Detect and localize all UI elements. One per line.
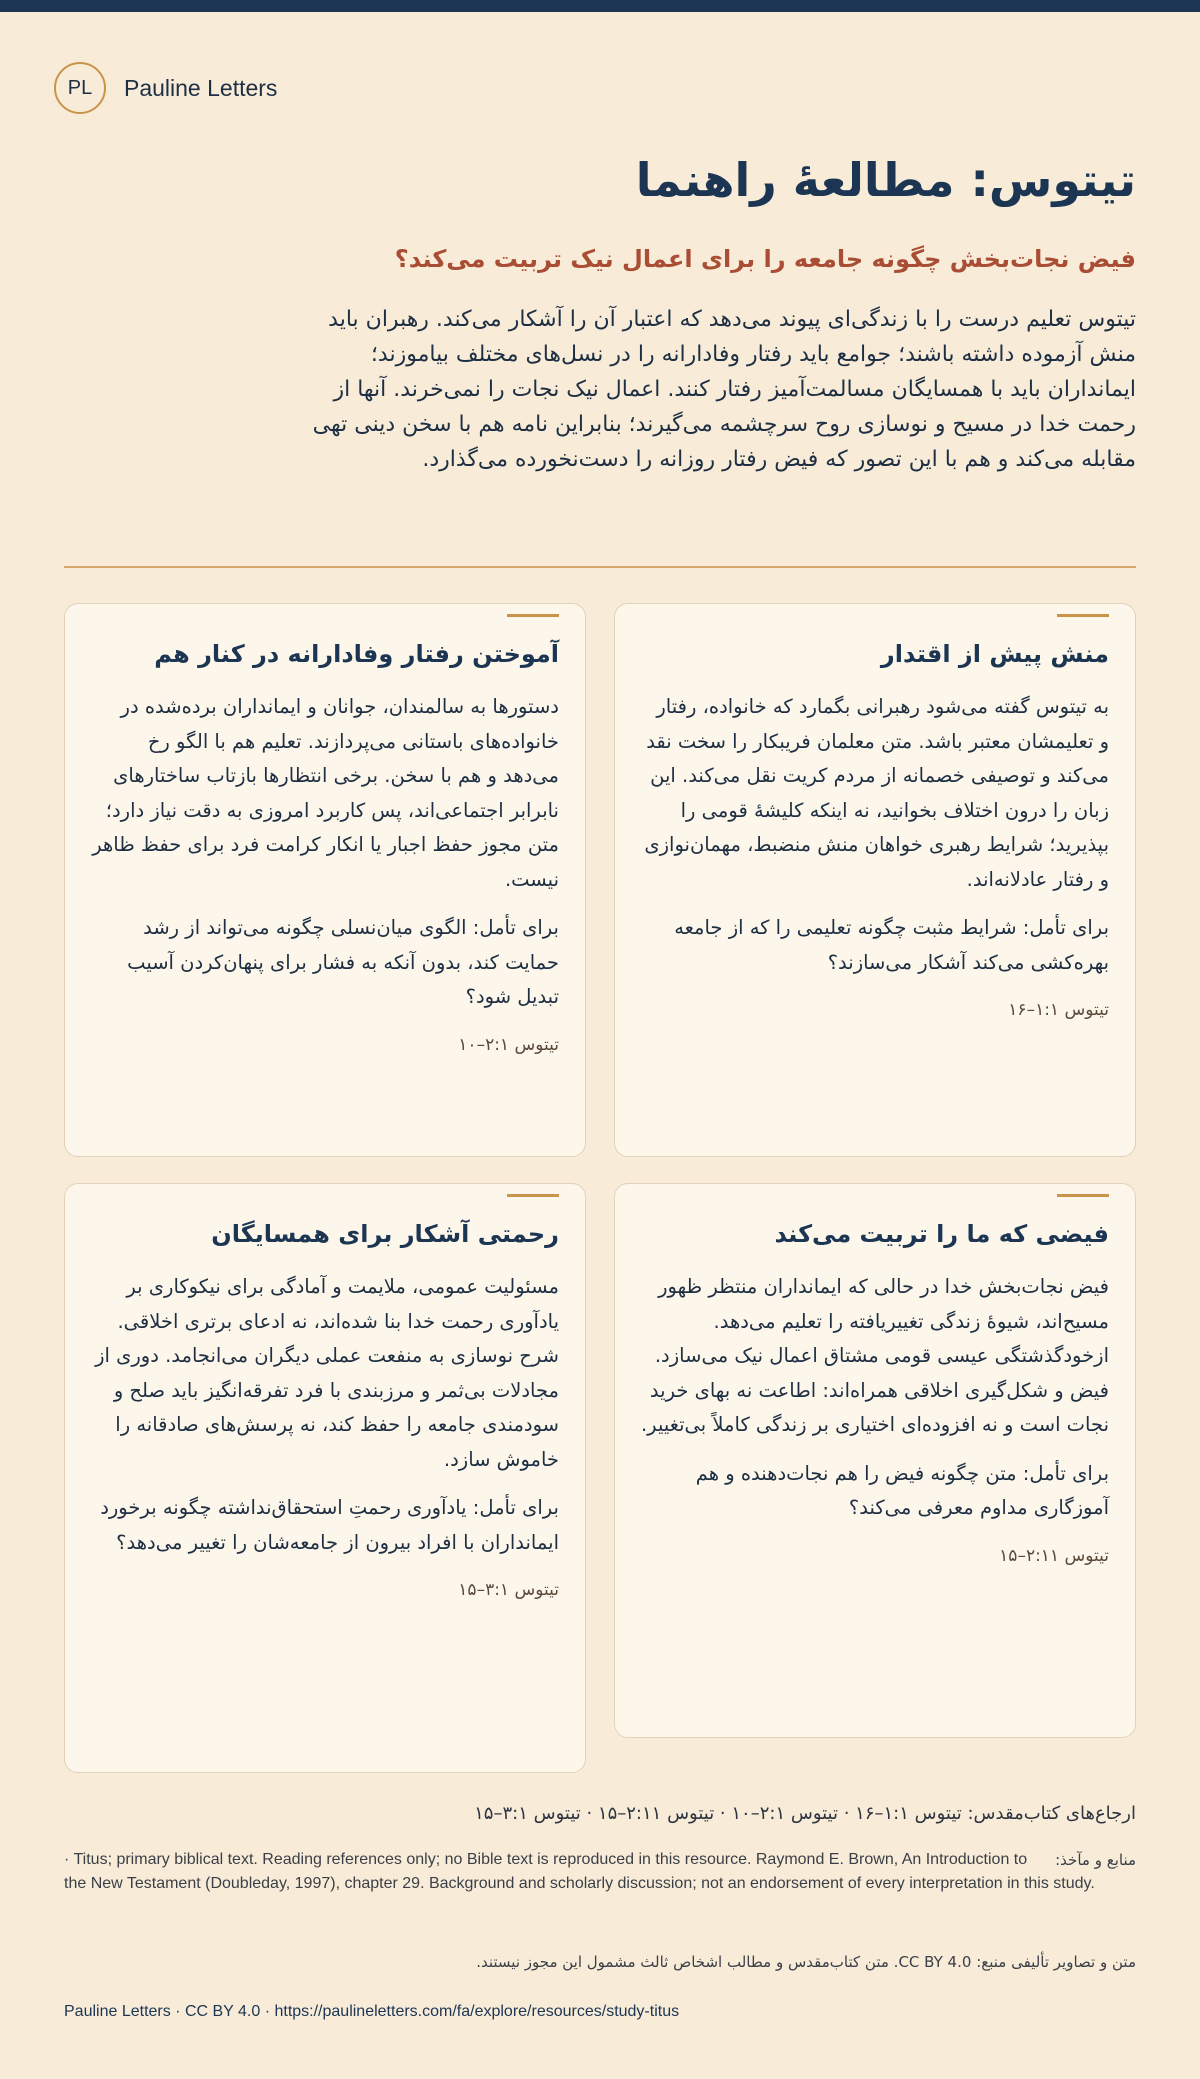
study-card-faithful-living — [64, 603, 586, 1157]
intro-paragraph: تیتوس تعلیم درست را با زندگی‌ای پیوند می‌دهد که اعتبار آن را آشکار می‌کند. رهبران باید منش آزموده داشته باشند؛ جوامع باید رفتار وفادارانه را در نسل‌های مختلف بیاموزند؛ ایمانداران باید با همسایگان مسالمت‌آمیز رفتار کنند. اعمال نیک نجات را نمی‌خرند. آنها از رحمت خدا در مسیح و نوسازی روح سرچشمه می‌گیرند؛ بنابراین نامه هم با سخن دینی تهی مقابله می‌کند و هم با این تصور که فیض رفتار روزانه را دست‌نخورده می‌گذارد. — [312, 307, 1136, 472]
card-title: منش پیش از اقتدار — [880, 640, 1109, 668]
scripture-references: ارجاع‌های کتاب‌مقدس: تیتوس ۱:۱–۱۶ · تیتوس ۲:۱–۱۰ · تیتوس ۲:۱۱–۱۵ · تیتوس ۳:۱–۱۵ — [474, 1803, 1136, 1824]
study-card-grace — [614, 1183, 1136, 1738]
card-title: آموختن رفتار وفادارانه در کنار هم — [154, 640, 559, 668]
card-accent-line — [507, 614, 559, 617]
card-body: به تیتوس گفته می‌شود رهبرانی بگمارد که خانواده، رفتار و تعلیمشان معتبر باشد. متن معلمان فریبکار را سخت نقد می‌کند و توصیفی خصمانه از مردم کریت نقل می‌کند. این زبان را درون اختلاف بخوانید، نه اینکه کلیشهٔ قومی را بپذیرید؛ شرایط رهبری خواهان منش منضبط، مهمان‌نوازی و رفتار عادلانه‌اند. — [644, 695, 1109, 891]
section-divider — [64, 566, 1136, 568]
page-title: تیتوس: مطالعهٔ راهنما — [635, 153, 1136, 207]
card-reflection: برای تأمل: الگوی میان‌نسلی چگونه می‌تواند از رشد حمایت کند، بدون آنکه به فشار برای پنهان‌کردن آسیب تبدیل شود؟ — [127, 916, 559, 1008]
license-note: متن و تصاویر تألیفی منبع: CC BY 4.0. متن کتاب‌مقدس و مطالب اشخاص ثالث مشمول این مجوز نیستند. — [476, 1953, 1136, 1971]
brand[interactable] — [54, 62, 277, 114]
card-body: فیض نجات‌بخش خدا در حالی که ایمانداران منتظر ظهور مسیح‌اند، شیوهٔ زندگی تغییریافته را تعلیم می‌دهد. ازخودگذشتگی عیسی قومی مشتاق اعمال نیک می‌سازد. فیض و شکل‌گیری اخلاقی همراه‌اند: اطاعت نه بهای خرید نجات است و نه افزوده‌ای اختیاری بر زندگی کاملاً بی‌تغییر. — [640, 1275, 1109, 1436]
card-accent-line — [507, 1194, 559, 1197]
top-bar — [0, 0, 1200, 12]
sources — [64, 1848, 1136, 1896]
card-reference: تیتوس ۲:۱۱–۱۵ — [999, 1545, 1109, 1566]
logo-badge: PL — [54, 62, 106, 114]
sources-text: · Titus; primary biblical text. Reading references only; no Bible text is reproduced in this resource. Raymond E. Brown, An Introduction to the New Testament (Doubleday, 1997), chapter 29. Background and scholarly discussion; not an endorsement of every interpretation in this study. — [64, 1851, 1095, 1892]
study-card-mercy — [64, 1183, 586, 1773]
footer: Pauline Letters · CC BY 4.0 · https://paulineletters.com/fa/explore/resources/study-titus — [64, 2003, 680, 2020]
card-reference: تیتوس ۲:۱–۱۰ — [458, 1034, 559, 1055]
card-reference: تیتوس ۳:۱–۱۵ — [458, 1580, 559, 1600]
card-title: رحمتی آشکار برای همسایگان — [211, 1220, 559, 1248]
card-reference: تیتوس ۱:۱–۱۶ — [1008, 1000, 1109, 1020]
card-title: فیضی که ما را تربیت می‌کند — [774, 1220, 1109, 1248]
sources-label: منابع و مآخذ: — [1055, 1851, 1136, 1869]
card-body: دستورها به سالمندان، جوانان و ایمانداران برده‌شده در خانواده‌های باستانی می‌پردازند. تعلیم هم با الگو رخ می‌دهد و هم با سخن. برخی انتظارها بازتاب ساختارهای نابرابر اجتماعی‌اند، پس کاربرد امروزی به دقت نیاز دارد؛ متن مجوز حفظ اجبار یا انکار کرامت فرد برای حفظ ظاهر نیست. — [92, 695, 559, 891]
brand-name: Pauline Letters — [124, 74, 278, 101]
page-subtitle: فیض نجات‌بخش چگونه جامعه را برای اعمال نیک تربیت می‌کند؟ — [394, 245, 1136, 273]
card-accent-line — [1057, 1194, 1109, 1197]
card-reflection: برای تأمل: شرایط مثبت چگونه تعلیمی را که از جامعه بهره‌کشی می‌کند آشکار می‌سازند؟ — [674, 916, 1109, 974]
card-reflection: برای تأمل: متن چگونه فیض را هم نجات‌دهنده و هم آموزگاری مداوم معرفی می‌کند؟ — [695, 1461, 1109, 1519]
card-body: مسئولیت عمومی، ملایمت و آمادگی برای نیکوکاری بر یادآوری رحمت خدا بنا شده‌اند، نه ادعای برتری اخلاقی. شرح نوسازی به منفعت عملی دیگران می‌انجامد. دوری از مجادلات بی‌ثمر و مرزبندی با فرد تفرقه‌انگیز باید صلح و سودمندی جامعه را حفظ کند، نه پرسش‌های صادقانه را خاموش سازد. — [95, 1275, 559, 1471]
card-reflection: برای تأمل: یادآوری رحمتِ استحقاق‌نداشته چگونه برخورد ایمانداران با افراد بیرون از جامعه‌شان را تغییر می‌دهد؟ — [100, 1496, 559, 1554]
card-accent-line — [1057, 614, 1109, 617]
study-card-character — [614, 603, 1136, 1157]
